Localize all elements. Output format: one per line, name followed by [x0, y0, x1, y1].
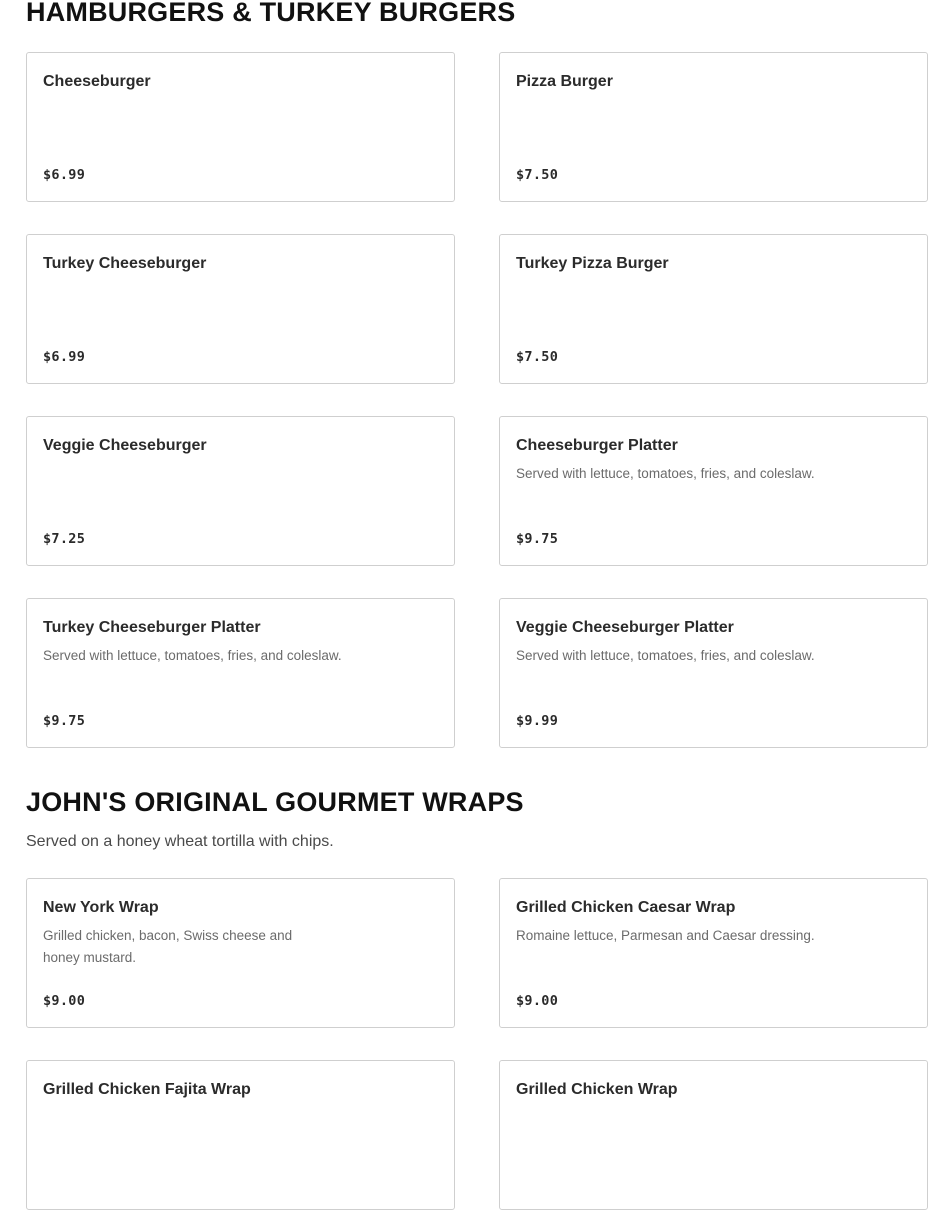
item-name: Cheeseburger Platter [516, 437, 678, 454]
item-price: $6.99 [43, 349, 86, 365]
menu-item-card[interactable] [499, 234, 928, 384]
item-name: New York Wrap [43, 899, 159, 916]
item-description: Served with lettuce, tomatoes, fries, and coleslaw. [516, 466, 815, 481]
item-name: Turkey Cheeseburger Platter [43, 619, 261, 636]
menu-item-card[interactable] [26, 234, 455, 384]
section-title: HAMBURGERS & TURKEY BURGERS [26, 0, 516, 27]
section-title: JOHN'S ORIGINAL GOURMET WRAPS [26, 787, 524, 817]
item-description: Grilled chicken, bacon, Swiss cheese and honey mustard. [43, 928, 293, 965]
menu-item-card[interactable] [499, 1060, 928, 1210]
menu-item-card[interactable] [26, 878, 455, 1028]
menu-item-card[interactable] [499, 416, 928, 566]
menu-item-card[interactable] [26, 416, 455, 566]
item-name: Grilled Chicken Caesar Wrap [516, 899, 736, 916]
item-price: $9.99 [516, 713, 559, 729]
item-name: Turkey Pizza Burger [516, 255, 669, 272]
item-description: Served with lettuce, tomatoes, fries, and coleslaw. [516, 648, 815, 663]
item-name: Grilled Chicken Wrap [516, 1081, 678, 1098]
item-name: Veggie Cheeseburger Platter [516, 619, 734, 636]
menu-item-card[interactable] [499, 52, 928, 202]
item-name: Veggie Cheeseburger [43, 437, 207, 454]
item-name: Pizza Burger [516, 73, 613, 90]
item-name: Grilled Chicken Fajita Wrap [43, 1081, 251, 1098]
item-price: $7.50 [516, 167, 559, 183]
item-price: $9.75 [516, 531, 559, 547]
menu-item-card[interactable] [26, 52, 455, 202]
menu-item-card[interactable] [499, 878, 928, 1028]
item-price: $9.00 [43, 993, 86, 1009]
menu-item-card[interactable] [26, 598, 455, 748]
item-price: $9.00 [516, 993, 559, 1009]
item-price: $7.25 [43, 531, 86, 547]
menu-grid [26, 878, 928, 1210]
section-wraps [26, 778, 928, 1210]
menu-item-card[interactable] [499, 598, 928, 748]
section-subtitle: Served on a honey wheat tortilla with chips. [26, 833, 334, 850]
item-description: Romaine lettuce, Parmesan and Caesar dressing. [516, 928, 815, 943]
section-hamburgers [26, 0, 928, 748]
item-price: $9.75 [43, 713, 86, 729]
item-name: Turkey Cheeseburger [43, 255, 207, 272]
item-description: Served with lettuce, tomatoes, fries, and coleslaw. [43, 648, 342, 663]
menu-item-card[interactable] [26, 1060, 455, 1210]
item-price: $6.99 [43, 167, 86, 183]
item-price: $7.50 [516, 349, 559, 365]
menu-grid [26, 52, 928, 748]
item-name: Cheeseburger [43, 73, 151, 90]
menu-page [26, 0, 928, 1210]
